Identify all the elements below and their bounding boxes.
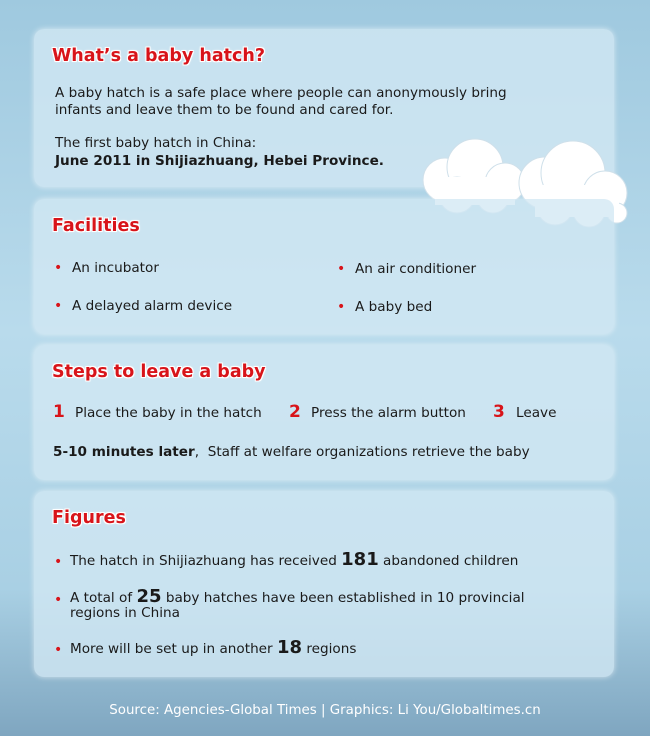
step-number: 3: [493, 402, 505, 422]
figures-heading: Figures: [52, 508, 126, 528]
step-number: 1: [53, 402, 65, 422]
bullet-icon: •: [54, 260, 63, 276]
figure-text: The hatch in Shijiazhuang has received: [70, 553, 342, 569]
facility-label: A delayed alarm device: [72, 298, 233, 314]
figures-panel: [34, 491, 614, 677]
bullet-icon: •: [54, 554, 63, 570]
bullet-icon: •: [54, 298, 63, 314]
steps-heading: Steps to leave a baby: [52, 362, 266, 382]
bullet-icon: •: [337, 299, 346, 315]
step-label: Place the baby in the hatch: [75, 405, 262, 421]
figure-text: abandoned children: [378, 553, 519, 569]
facility-label: An air conditioner: [355, 261, 477, 277]
figure-number: 18: [276, 637, 303, 658]
first-hatch-label: The first baby hatch in China:: [55, 135, 257, 151]
retrieval-text: , Staff at welfare organizations retrieve the baby: [194, 444, 530, 460]
facilities-panel: [34, 199, 614, 334]
figure-text: baby hatches have been established in 10 provincial regions in China: [70, 590, 529, 621]
step-label: Leave: [516, 405, 557, 421]
bullet-icon: •: [54, 642, 63, 658]
steps-panel: [34, 345, 614, 480]
bullet-icon: •: [337, 261, 346, 277]
figure-text: A total of: [70, 590, 137, 606]
facilities-heading: Facilities: [52, 216, 140, 236]
retrieval-note: [53, 444, 530, 461]
figure-text: More will be set up in another: [70, 641, 277, 657]
step-label: Press the alarm button: [311, 405, 466, 421]
figure-number: 181: [341, 549, 379, 570]
intro-heading: What’s a baby hatch?: [52, 46, 265, 66]
intro-description: A baby hatch is a safe place where people can anonymously bring infants and leave them to be found and cared for.: [55, 85, 507, 118]
figure-text: regions: [302, 641, 357, 657]
source-credit: Source: Agencies-Global Times | Graphics: Li You/Globaltimes.cn: [109, 703, 541, 718]
step-number: 2: [289, 402, 301, 422]
facility-label: An incubator: [72, 260, 159, 276]
retrieval-time: 5-10 minutes later: [53, 444, 195, 460]
facility-label: A baby bed: [355, 299, 433, 315]
figure-number: 25: [136, 586, 162, 607]
first-hatch-value: June 2011 in Shijiazhuang, Hebei Province.: [55, 153, 384, 169]
bullet-icon: •: [54, 592, 63, 608]
